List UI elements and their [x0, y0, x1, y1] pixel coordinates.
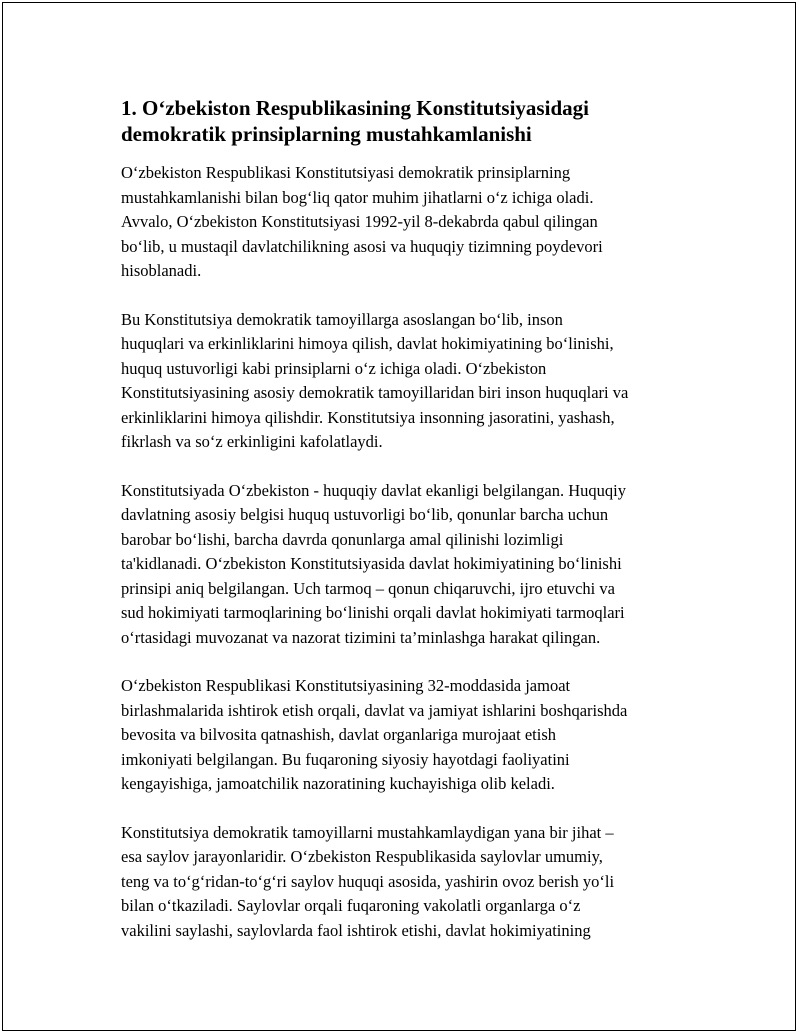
- text-line: birlashmalarida ishtirok etish orqali, davlat va jamiyat ishlarini boshqarishda: [121, 700, 628, 720]
- text-line: sud hokimiyati tarmoqlarining bo‘linishi orqali davlat hokimiyati tarmoqlari: [121, 603, 625, 622]
- section-title: [121, 95, 721, 147]
- text-line: esa saylov jarayonlaridir. O‘zbekiston Respublikasida saylovlar umumiy,: [121, 847, 603, 866]
- text-line: ta'kidlanadi. O‘zbekiston Konstitutsiyasida davlat hokimiyatining bo‘linishi: [121, 554, 622, 573]
- text-line: vakilini saylashi, saylovlarda faol ishtirok etishi, davlat hokimiyatining: [121, 920, 591, 940]
- document-content: [121, 95, 721, 967]
- title-line: demokratik prinsiplarning mustahkamlanishi: [121, 122, 532, 146]
- text-line: Konstitutsiya demokratik tamoyillarni mustahkamlaydigan yana bir jihat –: [121, 822, 614, 842]
- text-line: fikrlash va so‘z erkinligini kafolatlaydi.: [121, 432, 383, 451]
- text-line: hisoblanadi.: [121, 261, 202, 280]
- text-line: imkoniyati belgilangan. Bu fuqaroning siyosiy hayotdagi faoliyatini: [121, 749, 570, 769]
- text-line: kengayishiga, jamoatchilik nazoratining kuchayishiga olib keladi.: [121, 774, 555, 793]
- text-line: Avvalo, O‘zbekiston Konstitutsiyasi 1992-yil 8-dekabrda qabul qilingan: [121, 212, 598, 231]
- text-line: bo‘lib, u mustaqil davlatchilikning asosi va huquqiy tizimning poydevori: [121, 236, 603, 256]
- text-line: bevosita va bilvosita qatnashish, davlat organlariga murojaat etish: [121, 725, 557, 744]
- text-line: davlatning asosiy belgisi huquq ustuvorligi bo‘lib, qonunlar barcha uchun: [121, 505, 609, 524]
- text-line: o‘rtasidagi muvozanat va nazorat tizimini ta’minlashga harakat qilingan.: [121, 627, 601, 647]
- text-line: prinsipi aniq belgilangan. Uch tarmoq – qonun chiqaruvchi, ijro etuvchi va: [121, 578, 615, 598]
- paragraph-5: [121, 821, 721, 944]
- document-page: [2, 2, 796, 1031]
- text-line: O‘zbekiston Respublikasi Konstitutsiyasining 32-moddasida jamoat: [121, 676, 571, 695]
- paragraph-1: [121, 161, 721, 284]
- text-line: huquq ustuvorligi kabi prinsiplarni o‘z ichiga oladi. O‘zbekiston: [121, 358, 547, 378]
- text-line: Konstitutsiyada O‘zbekiston - huquqiy davlat ekanligi belgilangan. Huquqiy: [121, 480, 626, 500]
- text-line: Konstitutsiyasining asosiy demokratik tamoyillaridan biri inson huquqlari va: [121, 383, 629, 402]
- paragraph-3: [121, 479, 721, 651]
- text-line: erkinliklarini himoya qilishdir. Konstitutsiya insonning jasoratini, yashash,: [121, 407, 615, 427]
- text-line: teng va to‘g‘ridan-to‘g‘ri saylov huquqi asosida, yashirin ovoz berish yo‘li: [121, 871, 615, 891]
- paragraph-4: [121, 674, 721, 797]
- text-line: mustahkamlanishi bilan bog‘liq qator muhim jihatlarni o‘z ichiga oladi.: [121, 187, 594, 207]
- text-line: O‘zbekiston Respublikasi Konstitutsiyasi demokratik prinsiplarning: [121, 163, 571, 182]
- text-line: huquqlari va erkinliklarini himoya qilish, davlat hokimiyatining bo‘linishi,: [121, 334, 614, 353]
- text-line: Bu Konstitutsiya demokratik tamoyillarga asoslangan bo‘lib, inson: [121, 309, 563, 329]
- text-line: bilan o‘tkaziladi. Saylovlar orqali fuqaroning vakolatli organlarga o‘z: [121, 896, 581, 915]
- text-line: barobar bo‘lishi, barcha davrda qonunlarga amal qilinishi lozimligi: [121, 529, 564, 549]
- title-line: 1. O‘zbekiston Respublikasining Konstitutsiyasidagi: [121, 96, 589, 120]
- paragraph-2: [121, 308, 721, 455]
